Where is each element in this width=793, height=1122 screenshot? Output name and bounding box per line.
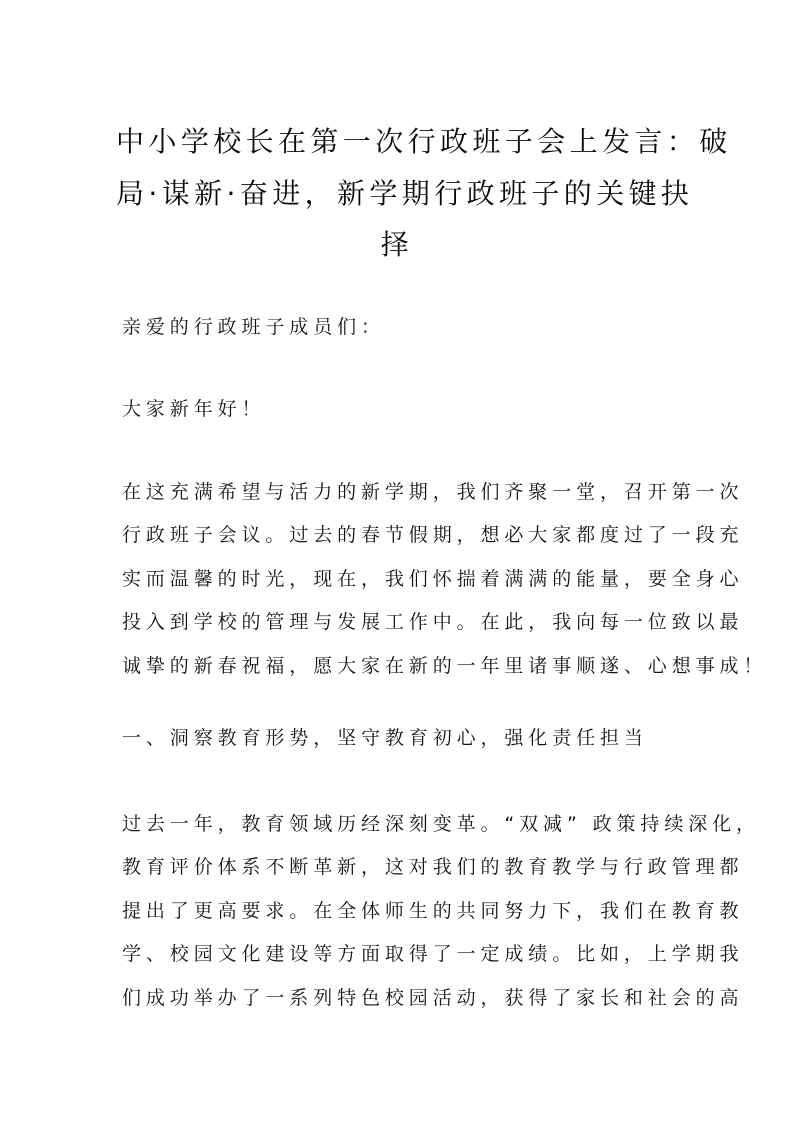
paragraph-1-line: 投入到学校的管理与发展工作中。在此，我向每一位致以最	[122, 611, 744, 634]
paragraph-2	[122, 803, 760, 1020]
title-line-3: 择	[380, 228, 414, 261]
salutation	[122, 306, 682, 349]
greeting-text: 大家新年好！	[122, 398, 266, 420]
paragraph-2-line: 提出了更高要求。在全体师生的共同努力下，我们在教育教	[122, 899, 744, 922]
paragraph-1-line: 实而温馨的时光，现在，我们怀揣着满满的能量，要全身心	[122, 567, 744, 590]
paragraph-1-line: 诚挚的新春祝福，愿大家在新的一年里诸事顺遂、心想事成！	[122, 654, 768, 677]
paragraph-1-line: 行政班子会议。过去的春节假期，想必大家都度过了一段充	[122, 524, 744, 547]
salutation-text: 亲爱的行政班子成员们：	[122, 316, 385, 338]
section-1-heading	[122, 717, 682, 760]
paragraph-1-line: 在这充满希望与活力的新学期，我们齐聚一堂，召开第一次	[122, 481, 744, 503]
paragraph-1	[122, 471, 768, 688]
paragraph-2-line: 学、校园文化建设等方面取得了一定成绩。比如，上学期我	[122, 943, 744, 966]
paragraph-2-line: 们成功举办了一系列特色校园活动，获得了家长和社会的高	[122, 986, 744, 1009]
paragraph-2-line: 过去一年，教育领域历经深刻变革。“双减” 政策持续深化，	[122, 813, 760, 835]
title-line-1: 中小学校长在第一次行政班子会上发言：破	[116, 125, 732, 158]
section-1-heading-text: 一、洞察教育形势，坚守教育初心，强化责任担当	[122, 727, 648, 749]
paragraph-2-line: 教育评价体系不断革新，这对我们的教育教学与行政管理都	[122, 856, 744, 879]
greeting	[122, 388, 682, 431]
document-title	[116, 116, 732, 271]
title-line-2: 局·谋新·奋进，新学期行政班子的关键抉	[116, 176, 694, 210]
